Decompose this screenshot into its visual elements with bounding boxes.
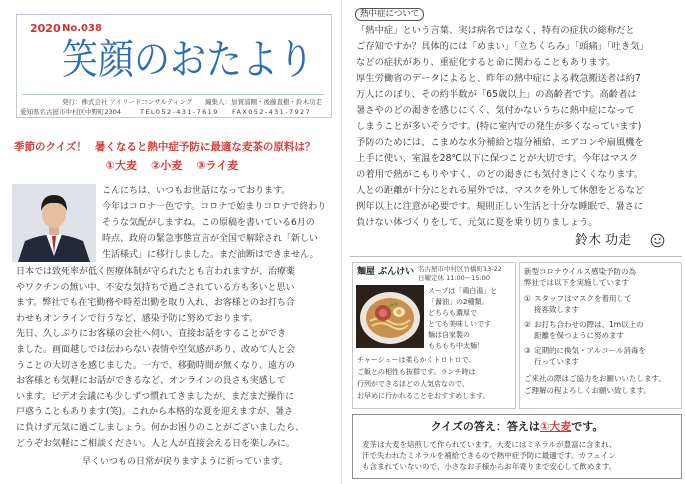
page-divider [341,0,342,484]
column-line: 暑さやのどの渇きを感じにくく、気付かないうちに熱中症になって [356,105,635,116]
notice-item-text: スタッフはマスクを着用して [534,294,632,303]
quiz-answer-label: クイズの答え： [430,420,507,433]
smiley-doodle-icon [650,233,665,251]
notice-title: 弊社では以下を実施しています [524,278,629,287]
quiz-answer-heading [352,421,682,432]
shop-side-line: 麺は自家製の [428,331,470,339]
column-line: 負けない体づくりをして、元気に夏を乗り切りましょう。 [356,217,598,228]
column-line: の着用で熱がこもりやすく、のどの渇きにも気付きにくくなります。 [356,169,644,180]
title-rule [22,94,324,95]
notice-item-number: ② [524,320,531,329]
notice-item-number: ③ [524,346,531,355]
column-line: しまうことが多いそうです。(特に室内での発生が多くなっています) [356,121,642,132]
quiz-option: ①大麦 [105,159,137,172]
letter-closing: 早くいつもの日常が戻りますように祈っています。 [82,457,289,467]
shop-side-line: 「醤油」の2種類。 [428,298,489,306]
shop-side-line: とても美味しいです [428,320,491,328]
issue-number: No.038 [62,23,102,34]
quiz-option: ③ライ麦 [196,159,239,172]
author-photo [12,184,96,262]
quiz-answer-note: 麦茶は大麦を焙煎して作られています。大麦にはミネラルが豊富に含まれ、 [362,440,617,449]
column-line: 厚生労働省のデータによると、昨年の熱中症による救急搬送者は約7 [356,73,641,84]
address-line: 愛知県名古屋市中村区中野町2304 [20,108,122,116]
quiz-option: ②小麦 [151,159,183,172]
quiz-answer-value: ①大麦 [539,420,572,433]
notice-item-number: ① [524,294,531,303]
notice-item-text: 定期的に換気・アルコール消毒を [534,346,647,355]
letter-line: 戸惑うこともあります(笑)。これから本格的な夏を迎えますが、暑さ [16,407,294,417]
letter-line: そうな気配がしますね。この原稿を書いている6月の [102,218,315,228]
tel-number: TEL052-431-7619 [140,108,219,116]
notice-item-text: お打ち合わせの際は、1m以上の [534,320,644,329]
quiz-answer-note: も含まれていないので、小さなお子様からお年寄りまで安心して飲めます。 [362,462,617,471]
letter-line: わせもオンラインで行うなど、感染予防に努めております。 [16,314,259,324]
column-line: 「熱中症」という言葉、実は病名ではなく、特有の症状の総称だと [356,25,635,36]
notice-closing: ご理解の程よろしくお願い致します。 [524,386,651,395]
issue-year: 2020 [30,22,61,35]
quiz-answer-prefix: 答えは [506,420,540,433]
quiz-answer-suffix: です。 [571,420,604,433]
shop-name: 麺屋 ぶんけい [357,267,415,277]
letter-line: 先日、久しぶりにお客様の会社へ伺い、直接お話をすることができ [16,329,287,339]
column-line: 人との距離が十分にとれる屋外では、マスクを外して休憩をとるなど [356,185,645,196]
shop-side-line: スープは「鶏白湯」と [428,287,498,295]
letter-line: 生活様式」に移行しました。まだ油断はできません。 [102,250,319,260]
quiz-heading [14,142,315,153]
quiz-options [14,160,330,171]
editors-line: 編集人：加賀浦剛・後藤直樹・鈴木功走 [205,98,322,106]
shop-address: 名古屋市中村区竹橋町13-22 [418,265,502,273]
column-line: 例年以上に注意が必要です。規則正しい生活と十分な睡眠で、暑さに [356,201,644,212]
letter-line: に負けず元気に過ごしましょう。何かお困りのことがございましたら、 [16,423,305,433]
letter-line: います。ビデオ会議にも少しずつ慣れてきましたが、まだまだ操作に [16,392,295,402]
letter-line: ました。画面越しでは伝わらない表情や空気感があり、改めて人と会 [16,345,296,355]
letter-line: 日本では致死率が低く医療体制が守られたとも言われますが、治療薬 [16,267,296,277]
shop-line: ご飯との相性も抜群です。ランチ時は [357,368,476,376]
shop-side-line: どちらも濃厚で [428,309,477,317]
ramen-photo [356,285,424,348]
letter-line: こんにちは、いつもお世話になっております。 [102,186,291,196]
shop-line: 行列ができるほどの人気店なので、 [357,380,469,388]
shop-line: お早めに行かれることをおすすめします。 [357,392,490,400]
ramen-bowl-image [356,285,424,348]
notice-item-text: 接客致します [534,305,579,314]
author-portrait-image [12,184,96,262]
notice-title: 新型コロナウイルス感染予防の為 [524,267,637,276]
newsletter-title: 笑顔のおたより [62,36,315,84]
column-line: ご存知ですか？具体的には「めまい」「立ちくらみ」「頭痛」「吐き気」 [356,41,649,52]
section-divider [350,256,682,257]
quiz-label: 季節のクイズ！ [14,141,87,153]
fax-number: FAX052-431-7927 [232,108,312,116]
quiz-question: 暑くなると熱中症予防に最適な麦茶の原料は？ [94,141,316,153]
quiz-answer-note: 汗で失われたミネラルを補給できるので熱中症予防に最適です。カフェイン [362,451,616,460]
column-line: などの症状があり、重症化すると命に関わることもあります。 [356,57,616,68]
shop-hours: 日曜定休 11:00〜15:00 [418,274,491,282]
notice-closing: ご来社の際はご協力をお願いいたします。 [524,374,666,383]
letter-line: 時点、政府の緊急事態宣言が全国で解除され「新しい [102,234,319,244]
column-line: 万人にのぼり、その約半数が「65歳以上」の高齢者です。高齢者は [356,89,637,100]
publisher-line: 発行：株式会社 アイリードコンサルティング [62,98,193,106]
letter-line: ます。弊社でも在宅勤務や時差出勤を取り入れ、お客様とのお打ち合 [16,298,295,308]
letter-line: うことの大切さを感じました。一方で、移動時間が無くなり、遠方の [16,361,295,371]
letter-line: どうぞお気軽にご相談ください。人と人が直接会える日を楽しみに。 [16,439,296,449]
letter-line: 今年はコロナ一色です。コロナで始まりコロナで終わり [102,202,327,212]
shop-side-line: もちもち中太麺！ [428,342,484,350]
letter-line: お客様とも気軽にお話ができるなど、オンラインの良さも実感して [16,376,286,386]
notice-item-text: 行っています [534,357,579,366]
column-line: 上手に使い、室温を28℃以下に保つことが大切です。今年はマスク [356,153,638,164]
column-line: 予防のためには、こまめな水分補給と塩分補給、エアコンや扇風機を [356,137,644,148]
column-heading: 熱中症について [355,8,424,21]
signature: 鈴木 功走 [575,233,632,248]
letter-line: やワクチンの無い中、不安な気持ちで過ごされている方も多いと思い [16,283,295,293]
notice-item-text: 距離を保つように努めます [534,331,624,340]
shop-line: チャーシューは柔らかくトロトロで、 [357,356,476,364]
